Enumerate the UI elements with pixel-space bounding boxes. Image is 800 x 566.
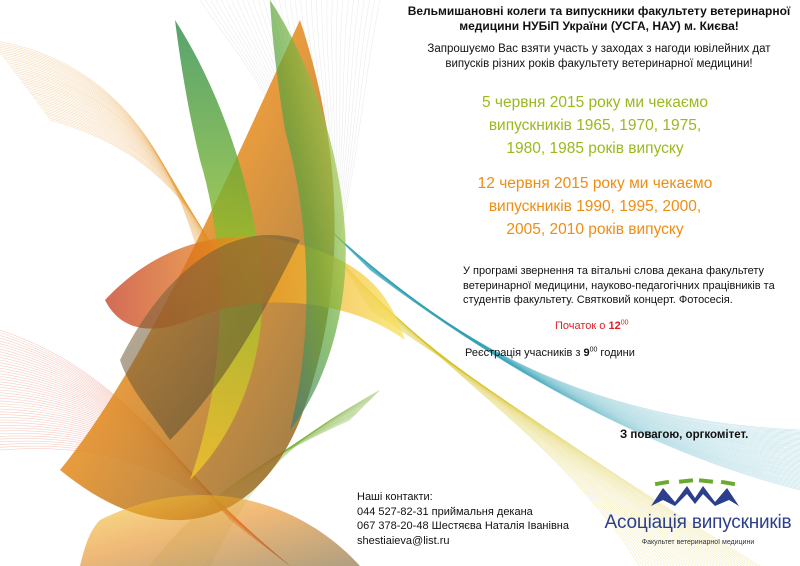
start-hour: 12 [608,320,621,332]
event-june-5 [440,91,750,160]
invitation-line: Запрошуємо Вас взяти участь у заходах з нагоди ювілейних дат [427,43,771,55]
start-label: Початок о [555,320,609,332]
event-june-12 [440,172,750,241]
association-name: Асоціація випускників [604,512,792,533]
program-description [463,264,793,308]
program-line: У програмі звернення та вітальні слова декана факультету [463,265,765,277]
regards-signature: З повагою, оргкомітет. [620,429,749,441]
association-subtitle: Факультет ветеринарної медицини [641,539,755,546]
registration-label: Реєстрація учасників з [465,347,584,359]
event-line: 12 червня 2015 року ми чекаємо [477,175,713,192]
event-line: 2005, 2010 років випуску [506,221,684,238]
event-line: випускників 1990, 1995, 2000, [488,198,702,215]
registration-suffix: години [597,347,635,359]
contact-email[interactable]: shestiaieva@list.ru [357,534,450,547]
invitation-text [405,42,793,72]
event-line: випускників 1965, 1970, 1975, [488,117,702,134]
registration-time [465,347,765,359]
graduation-caps-logo-icon [649,478,741,508]
contacts-block [357,490,597,548]
start-time [555,320,715,332]
registration-hour: 9 [583,347,590,359]
program-line: студентів факультету. Святковий концерт. Фотосесія. [463,294,733,306]
contact-phone-person: 067 378-20-48 Шестяєва Наталія Іванівна [357,520,569,532]
program-line: ветеринарної медицини, науково-педагогічних працівників та [463,279,775,292]
invitation-line: випусків різних років факультету ветеринарної медицини! [445,58,753,70]
greeting-heading [405,4,793,34]
event-line: 5 червня 2015 року ми чекаємо [481,94,709,111]
association-logo-block [596,474,800,564]
registration-minutes: 00 [589,346,598,354]
start-minutes: 00 [620,319,629,327]
contact-phone-dean: 044 527-82-31 приймальня декана [357,505,533,518]
greeting-line: Вельмишановні колеги та випускники факультету ветеринарної [407,4,791,18]
greeting-line: медицини НУБіП України (УСГА, НАУ) м. Києва! [459,19,739,33]
event-line: 1980, 1985 років випуску [506,140,684,157]
contacts-title: Наші контакти: [357,491,433,503]
